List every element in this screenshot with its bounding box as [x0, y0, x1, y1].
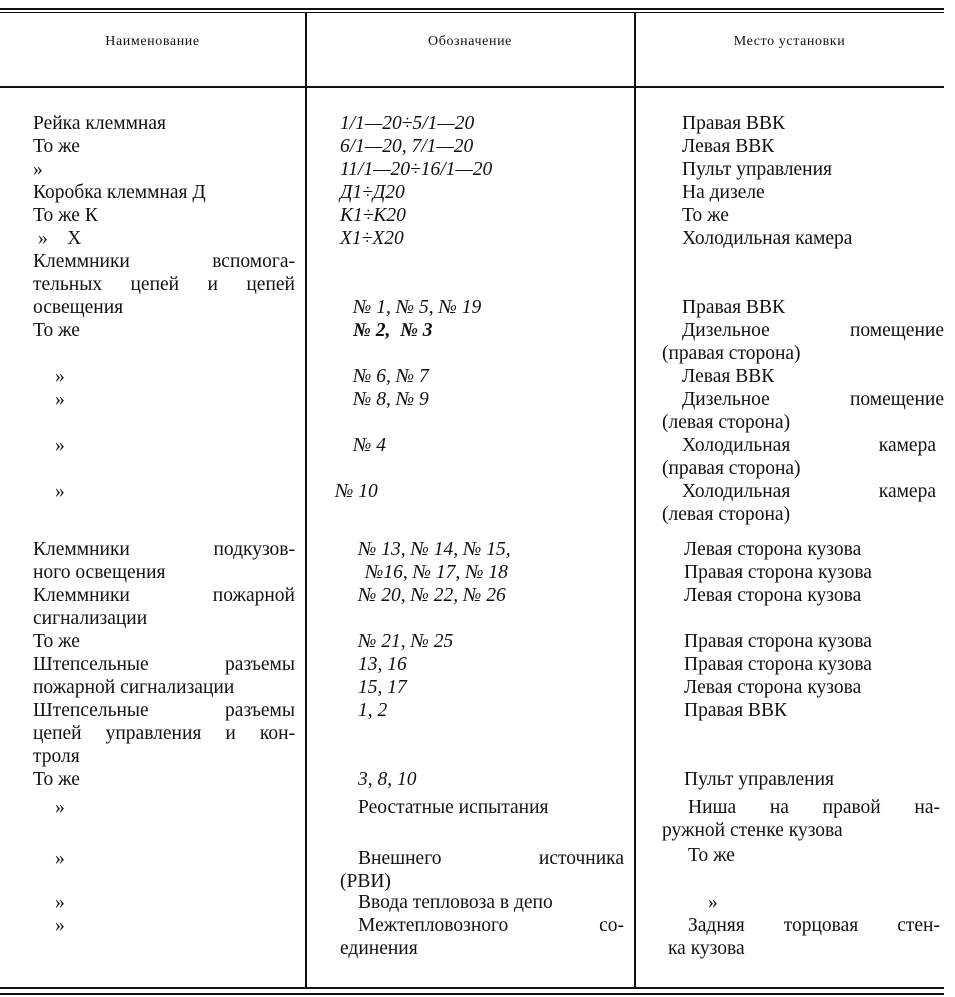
location-line: То же	[682, 205, 729, 226]
designation-line: № 10	[335, 481, 378, 502]
name-line: »	[55, 389, 65, 410]
designation-line: № 8, № 9	[353, 389, 429, 410]
location-line: Ниша на правой на-	[688, 797, 940, 818]
location-line: Пульт управления	[684, 769, 835, 790]
name-line: троля	[33, 746, 80, 767]
designation-line: 3, 8, 10	[358, 769, 417, 790]
column-divider-1	[305, 12, 307, 987]
designation-line: (РВИ)	[340, 871, 391, 892]
location-line: ка кузова	[668, 938, 745, 959]
name-line: То же	[33, 136, 80, 157]
location-line: Пульт управления	[682, 159, 833, 180]
designation-line: Д1÷Д20	[340, 182, 405, 203]
header-designation: Обозначение	[428, 34, 512, 49]
location-line: ружной стенке кузова	[662, 820, 843, 841]
location-line: Правая сторона кузова	[684, 654, 872, 675]
name-line: Коробка клеммная Д	[33, 182, 206, 203]
designation-line: Ввода тепловоза в депо	[358, 892, 553, 913]
location-line: То же	[688, 845, 735, 866]
name-line: То же	[33, 769, 80, 790]
name-line: »	[33, 159, 43, 180]
bottom-double-rule-upper	[0, 987, 944, 989]
location-line: Правая сторона кузова	[684, 562, 872, 583]
location-line: Правая ВВК	[682, 113, 785, 134]
location-line: Левая ВВК	[682, 136, 775, 157]
designation-line: 15, 17	[358, 677, 407, 698]
location-line: Холодильная камера	[682, 435, 936, 456]
name-line: Штепсельные разъемы	[33, 654, 295, 675]
designation-line: № 2, № 3	[353, 320, 433, 341]
header-rule	[0, 86, 944, 88]
designation-line: № 1, № 5, № 19	[353, 297, 482, 318]
location-line: Левая ВВК	[682, 366, 775, 387]
designation-line: 1, 2	[358, 700, 388, 721]
designation-line: № 13, № 14, № 15,	[358, 539, 511, 560]
name-line: Клеммники пожарной	[33, 585, 295, 606]
name-line: цепей управления и кон-	[33, 723, 295, 744]
name-line: пожарной сигнализации	[33, 677, 235, 698]
top-double-rule-upper	[0, 8, 944, 10]
name-line: То же	[33, 320, 80, 341]
name-line: Клеммники подкузов-	[33, 539, 295, 560]
name-line: То же	[33, 631, 80, 652]
header-location: Место установки	[733, 34, 846, 49]
name-line: »	[55, 848, 65, 869]
name-line: »	[55, 892, 65, 913]
header-name: Наименование	[105, 34, 200, 49]
name-line: »	[55, 435, 65, 456]
designation-line: 13, 16	[358, 654, 407, 675]
designation-line: Х1÷Х20	[340, 228, 404, 249]
location-line: Холодильная камера	[682, 481, 936, 502]
designation-line: Межтепловозного со-	[358, 915, 624, 936]
location-line: Левая сторона кузова	[684, 539, 862, 560]
name-line: ного освещения	[33, 562, 166, 583]
location-line: На дизеле	[682, 182, 765, 203]
designation-line: № 21, № 25	[358, 631, 454, 652]
name-line: тельных цепей и цепей	[33, 274, 295, 295]
column-divider-2	[634, 12, 636, 987]
location-line: (левая сторона)	[662, 504, 791, 525]
name-line: »	[55, 915, 65, 936]
location-line: Левая сторона кузова	[684, 677, 862, 698]
location-line: (правая сторона)	[662, 458, 801, 479]
name-line: Штепсельные разъемы	[33, 700, 295, 721]
name-line: То же К	[33, 205, 98, 226]
designation-line: № 20, № 22, № 26	[358, 585, 506, 606]
location-line: (левая сторона)	[662, 412, 791, 433]
designation-line: №16, № 17, № 18	[365, 562, 508, 583]
designation-line: № 4	[353, 435, 387, 456]
designation-line: Внешнего источника	[358, 848, 624, 869]
name-line: освещения	[33, 297, 124, 318]
location-line: (правая сторона)	[662, 343, 801, 364]
location-line: Дизельное помещение	[682, 320, 944, 341]
designation-line: 11/1—20÷16/1—20	[340, 159, 493, 180]
designation-line: 6/1—20, 7/1—20	[340, 136, 474, 157]
name-line: сигнализации	[33, 608, 148, 629]
location-line: Дизельное помещение	[682, 389, 944, 410]
top-double-rule-lower	[0, 12, 944, 13]
location-line: Задняя торцовая стен-	[688, 915, 940, 936]
location-line: Правая ВВК	[684, 700, 787, 721]
name-line: Рейка клеммная	[33, 113, 166, 134]
name-line: »	[55, 797, 65, 818]
name-line: Клеммники вспомога-	[33, 251, 295, 272]
designation-line: единения	[340, 938, 418, 959]
location-line: Правая ВВК	[682, 297, 785, 318]
location-line: »	[708, 892, 718, 913]
designation-line: К1÷К20	[340, 205, 406, 226]
location-line: Холодильная камера	[682, 228, 853, 249]
name-line: »	[55, 366, 65, 387]
location-line: Правая сторона кузова	[684, 631, 872, 652]
designation-line: № 6, № 7	[353, 366, 429, 387]
designation-line: 1/1—20÷5/1—20	[340, 113, 475, 134]
designation-line: Реостатные испытания	[358, 797, 549, 818]
bottom-double-rule-lower	[0, 993, 944, 995]
name-line: »	[55, 481, 65, 502]
location-line: Левая сторона кузова	[684, 585, 862, 606]
name-line: » Х	[38, 228, 82, 249]
